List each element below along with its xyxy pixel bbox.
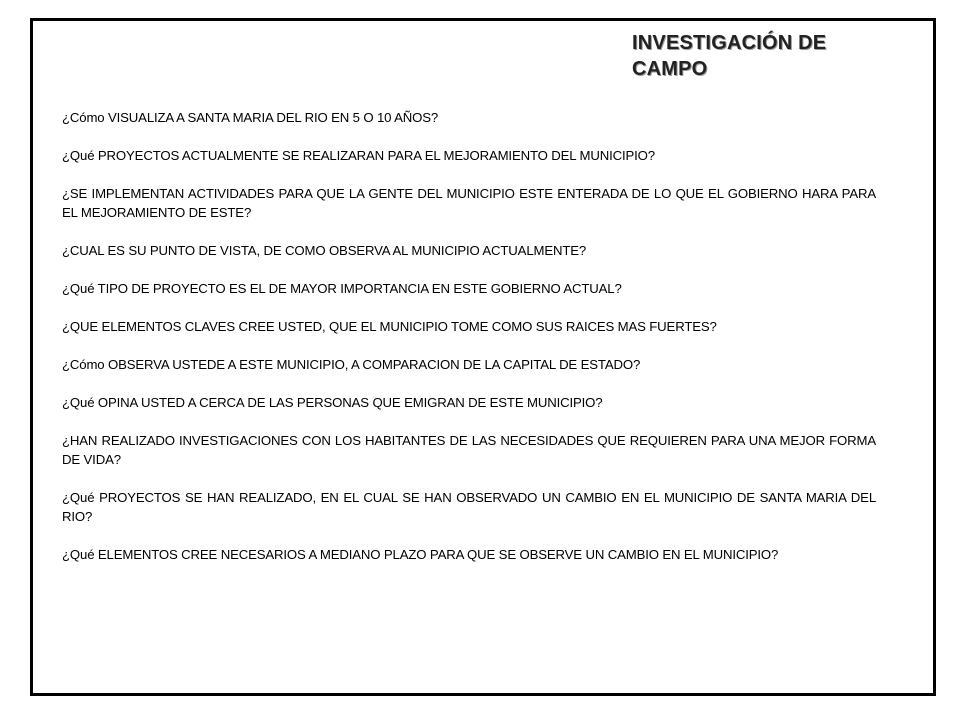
question-item: ¿SE IMPLEMENTAN ACTIVIDADES PARA QUE LA GENTE DEL MUNICIPIO ESTE ENTERADA DE LO QUE EL GOBIERNO HARA PARA EL MEJORAMIENTO DE ESTE? xyxy=(62,186,876,220)
question-item: ¿Cómo OBSERVA USTEDE A ESTE MUNICIPIO, A COMPARACION DE LA CAPITAL DE ESTADO? xyxy=(62,357,641,372)
question-item: ¿Qué PROYECTOS ACTUALMENTE SE REALIZARAN PARA EL MEJORAMIENTO DEL MUNICIPIO? xyxy=(62,148,655,163)
question-item: ¿Cómo VISUALIZA A SANTA MARIA DEL RIO EN 5 O 10 AÑOS? xyxy=(62,110,439,125)
question-item: ¿Qué TIPO DE PROYECTO ES EL DE MAYOR IMPORTANCIA EN ESTE GOBIERNO ACTUAL? xyxy=(62,281,622,296)
question-item: ¿HAN REALIZADO INVESTIGACIONES CON LOS HABITANTES DE LAS NECESIDADES QUE REQUIEREN PARA UNA MEJOR FORMA DE VIDA? xyxy=(62,433,876,467)
question-list xyxy=(62,108,876,583)
question-item: ¿Qué PROYECTOS SE HAN REALIZADO, EN EL CUAL SE HAN OBSERVADO UN CAMBIO EN EL MUNICIPIO DE SANTA MARIA DEL RIO? xyxy=(62,490,876,524)
question-item: ¿QUE ELEMENTOS CLAVES CREE USTED, QUE EL MUNICIPIO TOME COMO SUS RAICES MAS FUERTES? xyxy=(62,319,717,334)
question-item: ¿CUAL ES SU PUNTO DE VISTA, DE COMO OBSERVA AL MUNICIPIO ACTUALMENTE? xyxy=(62,243,587,258)
page-title: INVESTIGACIÓN DE CAMPO xyxy=(632,32,827,80)
question-item: ¿Qué ELEMENTOS CREE NECESARIOS A MEDIANO PLAZO PARA QUE SE OBSERVE UN CAMBIO EN EL MUNICIPIO? xyxy=(62,547,779,562)
question-item: ¿Qué OPINA USTED A CERCA DE LAS PERSONAS QUE EMIGRAN DE ESTE MUNICIPIO? xyxy=(62,395,603,410)
